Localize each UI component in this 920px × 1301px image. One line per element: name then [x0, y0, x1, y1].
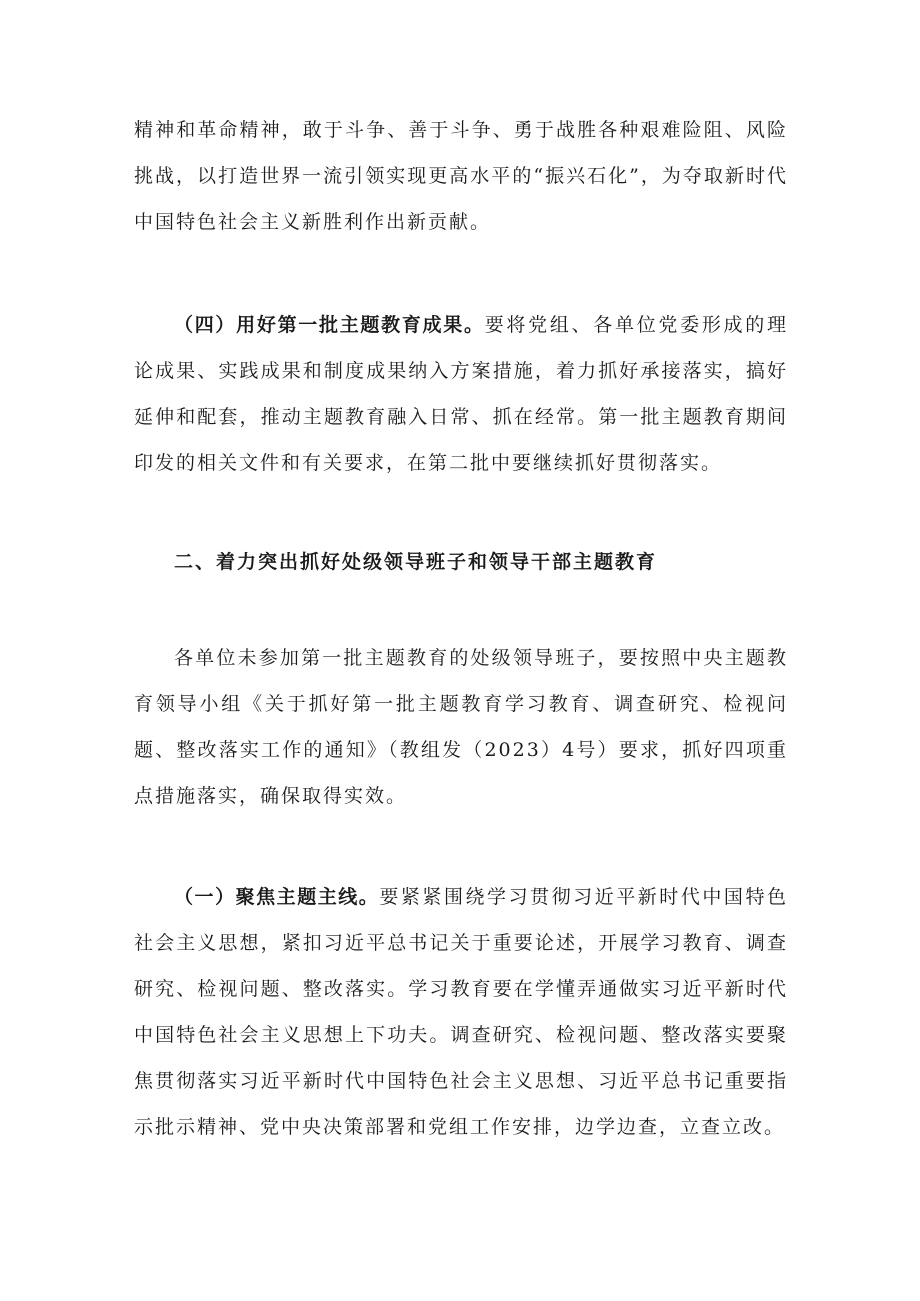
paragraph-section-one: [134, 874, 788, 1150]
paragraph-section-two-intro: [134, 635, 788, 819]
paragraph-section-four: [134, 302, 788, 486]
paragraph-text: 要紧紧围绕学习贯彻习近平新时代中国特色社会主义思想，紧扣习近平总书记关于重要论述，开展学习教育、调查研究、检视问题、整改落实。学习教育要在学懂弄通做实习近平新时代中国特色社会主义思想上下功夫。调查研究、检视问题、整改落实要聚焦贯彻落实习近平新时代中国特色社会主义思想、习近平总书记重要指示批示精神、党中央决策部署和党组工作安排，边学边查，立查立改。: [134, 886, 788, 1138]
paragraph-text: 要将党组、各单位党委形成的理论成果、实践成果和制度成果纳入方案措施，着力抓好承接落实，搞好延伸和配套，推动主题教育融入日常、抓在经常。第一批主题教育期间印发的相关文件和有关要求，在第二批中要继续抓好贯彻落实。: [134, 314, 788, 474]
section-heading: 二、着力突出抓好处级领导班子和领导干部主题教育: [174, 551, 658, 573]
paragraph-text: 各单位未参加第一批主题教育的处级领导班子，要按照中央主题教育领导小组《关于抓好第一批主题教育学习教育、调查研究、检视问题、整改落实工作的通知》（教组发（2023）4号）要求，抓好四项重点措施落实，确保取得实效。: [134, 647, 788, 807]
paragraph-lead-heading: （一）聚焦主题主线。: [174, 886, 380, 908]
paragraph-text: 精神和革命精神，敢于斗争、善于斗争、勇于战胜各种艰难险阻、风险挑战，以打造世界一流引领实现更高水平的“振兴石化”，为夺取新时代中国特色社会主义新胜利作出新贡献。: [134, 119, 788, 233]
paragraph-continued: [134, 107, 788, 245]
paragraph-lead-heading: （四）用好第一批主题教育成果。: [174, 314, 485, 336]
